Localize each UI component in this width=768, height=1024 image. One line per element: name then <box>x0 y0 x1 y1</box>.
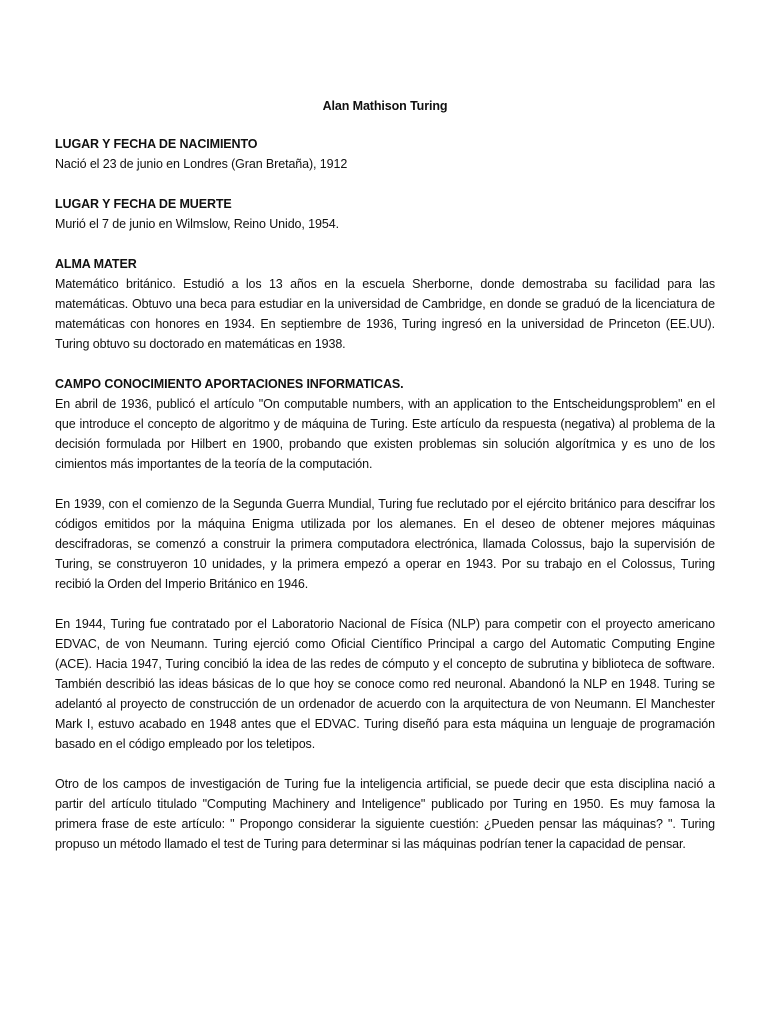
document-title: Alan Mathison Turing <box>322 99 448 113</box>
birth-heading: LUGAR Y FECHA DE NACIMIENTO <box>55 137 258 151</box>
campo-section <box>55 374 715 854</box>
birth-text: Nació el 23 de junio en Londres (Gran Bretaña), 1912 <box>55 157 348 171</box>
campo-heading: CAMPO CONOCIMIENTO APORTACIONES INFORMATICAS. <box>55 377 404 391</box>
campo-paragraph-3: En 1944, Turing fue contratado por el Laboratorio Nacional de Física (NLP) para competir con el proyecto americano EDVAC, de von Neumann. Turing ejerció como Oficial Científico Principal a cargo del Automatic Computing Engine (ACE). Hacia 1947, Turing concibió la idea de las redes de cómputo y el concepto de subrutina y biblioteca de software. También describió las ideas básicas de lo que hoy se conoce como red neuronal. Abandonó la NLP en 1948. Turing se adelantó al proyecto de construcción de un ordenador de acuerdo con la arquitectura de von Neumann. El Manchester Mark I, estuvo acabado en 1948 antes que el EDVAC. Turing diseñó para esta máquina un lenguaje de programación basado en el código empleado por los teletipos. <box>55 617 715 751</box>
alma-mater-heading: ALMA MATER <box>55 257 137 271</box>
campo-paragraph-4: Otro de los campos de investigación de Turing fue la inteligencia artificial, se puede decir que esta disciplina nació a partir del artículo titulado "Computing Machinery and Inteligence" publicado por Turing en 1950. Es muy famosa la primera frase de este artículo: " Propongo considerar la siguiente cuestión: ¿Pueden pensar las máquinas? ". Turing propuso un método llamado el test de Turing para determinar si las máquinas podrían tener la capacidad de pensar. <box>55 777 715 851</box>
death-section <box>55 194 715 234</box>
birth-section <box>55 134 715 174</box>
alma-mater-text: Matemático británico. Estudió a los 13 años en la escuela Sherborne, donde demostraba su facilidad para las matemáticas. Obtuvo una beca para estudiar en la universidad de Cambridge, en donde se graduó de la licenciatura de matemáticas con honores en 1934. En septiembre de 1936, Turing ingresó en la universidad de Princeton (EE.UU). Turing obtuvo su doctorado en matemáticas en 1938. <box>55 277 715 351</box>
death-text: Murió el 7 de junio en Wilmslow, Reino Unido, 1954. <box>55 217 339 231</box>
campo-paragraph-1: En abril de 1936, publicó el artículo "On computable numbers, with an application to the Entscheidungsproblem" en el que introduce el concepto de algoritmo y de máquina de Turing. Este artículo da respuesta (negativa) al problema de la decisión formulada por Hilbert en 1900, probando que existen problemas sin solución algorítmica y es uno de los cimientos más importantes de la teoría de la computación. <box>55 397 715 471</box>
campo-paragraph-2: En 1939, con el comienzo de la Segunda Guerra Mundial, Turing fue reclutado por el ejército británico para descifrar los códigos emitidos por la máquina Enigma utilizada por los alemanes. En el deseo de obtener mejores máquinas descifradoras, se comenzó a construir la primera computadora electrónica, llamada Colossus, bajo la supervisión de Turing, se construyeron 10 unidades, y la primera empezó a operar en 1943. Por su trabajo en el Colossus, Turing recibió la Orden del Imperio Británico en 1946. <box>55 497 715 591</box>
alma-mater-section <box>55 254 715 354</box>
document-page <box>55 96 715 874</box>
death-heading: LUGAR Y FECHA DE MUERTE <box>55 197 232 211</box>
